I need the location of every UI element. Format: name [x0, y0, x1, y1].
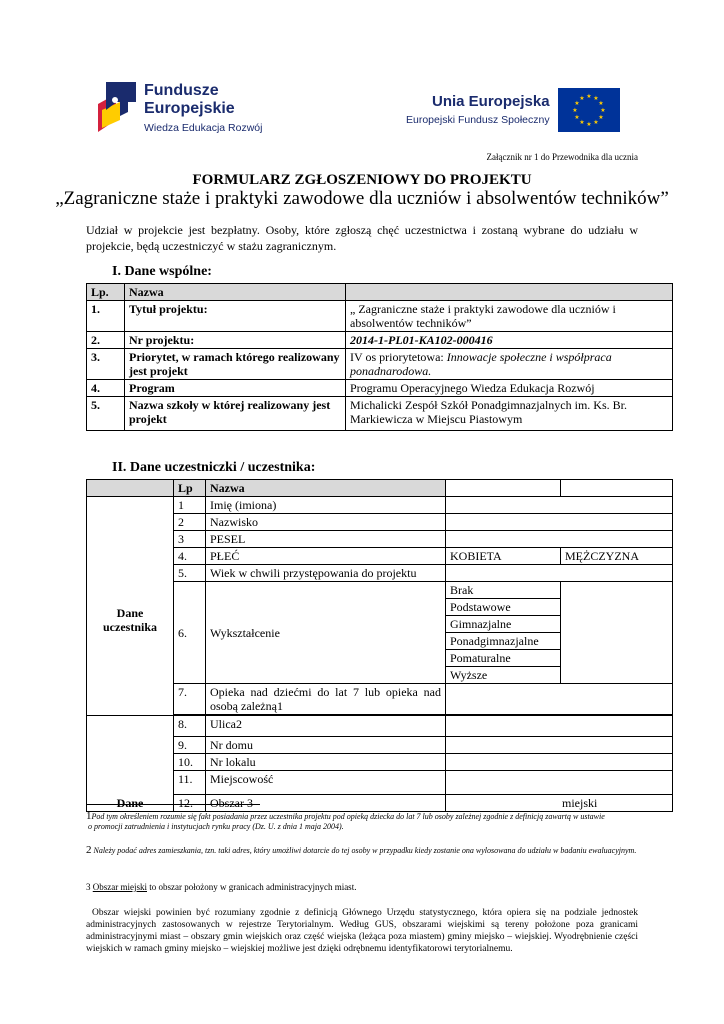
row-input[interactable] — [446, 754, 673, 771]
row-name: Miejscowość — [206, 771, 446, 795]
footnote-number: 1 — [86, 810, 92, 822]
row-name: Wiek w chwili przystępowania do projektu — [206, 565, 446, 582]
row-input[interactable] — [446, 531, 673, 548]
form-title: FORMULARZ ZGŁOSZENIOWY DO PROJEKTU — [192, 172, 532, 188]
row-name: Priorytet, w ramach którego realizowany jest projekt — [125, 349, 346, 380]
education-option[interactable]: Brak — [446, 582, 561, 599]
row-name: Tytuł projektu: — [125, 301, 346, 332]
svg-text:★: ★ — [593, 95, 599, 102]
col-name: Nazwa — [206, 480, 446, 497]
row-name: PESEL — [206, 531, 446, 548]
fe-flag-icon — [98, 80, 138, 136]
table-row — [87, 531, 673, 548]
row-name: Imię (imiona) — [206, 497, 446, 514]
row-name: PŁEĆ — [206, 548, 446, 565]
row-lp: 6. — [174, 582, 206, 684]
row-lp: 11. — [174, 771, 206, 795]
row-lp: 2 — [174, 514, 206, 531]
svg-text:★: ★ — [593, 119, 599, 126]
education-option[interactable]: Pomaturalne — [446, 650, 561, 667]
col-group — [87, 480, 174, 497]
fe-logo-line3: Wiedza Edukacja Rozwój — [144, 122, 263, 134]
gender-male-option[interactable]: MĘŻCZYZNA — [561, 548, 673, 565]
fe-logo-line1: Fundusze — [144, 82, 219, 99]
row-input[interactable] — [446, 684, 673, 715]
gender-female-option[interactable]: KOBIETA — [446, 548, 561, 565]
intro-paragraph: Udział w projekcie jest bezpłatny. Osoby, które zgłoszą chęć uczestnictwa i zostaną wybrane do udziału w projekcie, będą uczestniczyć w stażu zagranicznym. — [86, 223, 638, 253]
svg-text:★: ★ — [598, 100, 604, 107]
row-lp: 5. — [174, 565, 206, 582]
row-name: Nazwa szkoły w której realizowany jest projekt — [125, 397, 346, 431]
row-value: Programu Operacyjnego Wiedza Edukacja Rozwój — [346, 380, 673, 397]
table-row — [87, 332, 673, 349]
row-lp: 3 — [174, 531, 206, 548]
table-row — [87, 771, 673, 795]
table-row — [87, 349, 673, 380]
eu-flag-icon — [558, 88, 620, 132]
table-row — [87, 380, 673, 397]
table-row — [87, 795, 673, 812]
svg-text:★: ★ — [586, 93, 592, 100]
row-lp: 12. — [174, 795, 206, 812]
svg-text:★: ★ — [598, 114, 604, 121]
footnote-text: Należy podać adres zamieszkania, tzn. taki adres, który umożliwi dotarcie do tej osoby w przypadku kiedy zostanie ona wylosowana do udziału w badaniu ewaluacyjnym. — [93, 846, 637, 855]
table-row — [87, 301, 673, 332]
footnote-term: Obszar miejski — [92, 882, 147, 892]
col-value — [446, 480, 561, 497]
table-row — [87, 754, 673, 771]
table-row — [87, 497, 673, 514]
education-option[interactable]: Wyższe — [446, 667, 561, 684]
row-value: „ Zagraniczne staże i praktyki zawodowe dla uczniów i absolwentów techników” — [346, 301, 673, 332]
table-row — [87, 716, 673, 737]
row-lp: 10. — [174, 754, 206, 771]
row-name: Program — [125, 380, 346, 397]
footnote-text: Pod tym określeniem rozumie się fakt posiadania przez uczestnika projektu pod opieką dziecka do lat 7 lub osoby zależnej zgodnie z definicją zawartą w ustawie — [91, 812, 605, 821]
svg-text:★: ★ — [586, 121, 592, 128]
footnote-3 — [86, 882, 356, 892]
row-lp: 4. — [87, 380, 125, 397]
section2-heading: II. Dane uczestniczki / uczestnika: — [112, 460, 316, 475]
footnote-2 — [86, 845, 646, 856]
row-lp: 1. — [87, 301, 125, 332]
row-name: Ulica2 — [206, 716, 446, 737]
footnote-number: 2 — [86, 844, 92, 856]
row-lp: 2. — [87, 332, 125, 349]
row-lp: 3. — [87, 349, 125, 380]
fe-logo-line2: Europejskie — [144, 100, 235, 117]
fundusze-europejskie-logo — [98, 80, 268, 140]
project-title: „Zagraniczne staże i praktyki zawodowe dla uczniów i absolwentów techników” — [55, 188, 669, 209]
annex-label: Załącznik nr 1 do Przewodnika dla ucznia — [486, 152, 638, 162]
table-row — [87, 548, 673, 565]
footnote-1 — [86, 811, 646, 832]
common-data-table — [86, 283, 673, 431]
rural-area-note: Obszar wiejski powinien być rozumiany zgodnie z definicją Głównego Urzędu statystycznego, która opiera się na podziale jednostek administracyjnych zastosowanych w rejestrze Terytorialnym. Według GUS, obszarami wiejskimi są tereny położone poza granicami administracyjnymi miast – obszary gmin wiejskich oraz część wiejska (leżąca poza miastem) gminy miejsko – wiejskiej. Wyodrębnienie części wiejskich w ramach gminy miejsko – wiejskiej możliwe jest dzięki odrębnemu identyfikatorowi terytorialnemu. — [86, 908, 638, 954]
svg-text:★: ★ — [579, 119, 585, 126]
row-name: Nr lokalu — [206, 754, 446, 771]
priority-name: Innowacje społeczne i współpraca ponadnarodowa. — [350, 350, 612, 378]
table-row — [87, 684, 673, 715]
row-input[interactable] — [446, 716, 673, 737]
group-label-text: Dane — [116, 796, 144, 810]
svg-text:★: ★ — [579, 95, 585, 102]
group-label-text: Dane uczestnika — [103, 605, 157, 634]
table-header-row — [87, 480, 673, 497]
row-lp: 7. — [174, 684, 206, 715]
row-name: Nr domu — [206, 737, 446, 754]
row-lp: 4. — [174, 548, 206, 565]
row-lp: 5. — [87, 397, 125, 431]
row-input[interactable] — [561, 582, 673, 684]
col-lp: Lp — [174, 480, 206, 497]
table-header-row — [87, 284, 673, 301]
col-lp: Lp. — [87, 284, 125, 301]
footnote-text-cont: o promocji zatrudnienia i instytucjach rynku pracy (Dz. U. z dnia 1 maja 2004). — [88, 822, 344, 831]
footnote-divider — [86, 804, 260, 805]
group-label-address — [87, 716, 174, 812]
col-value — [346, 284, 673, 301]
col-name: Nazwa — [125, 284, 346, 301]
row-lp: 1 — [174, 497, 206, 514]
row-input[interactable] — [446, 565, 673, 582]
ue-title: Unia Europejska — [432, 93, 550, 110]
table-row — [87, 397, 673, 431]
section1-heading: I. Dane wspólne: — [112, 264, 212, 279]
education-option[interactable]: Gimnazjalne — [446, 616, 561, 633]
row-value: Michalicki Zespół Szkół Ponadgimnazjalnych im. Ks. Br. Markiewicza w Miejscu Piastowym — [346, 397, 673, 431]
svg-text:★: ★ — [572, 107, 578, 114]
education-option[interactable]: Podstawowe — [446, 599, 561, 616]
row-input[interactable] — [446, 737, 673, 754]
svg-text:★: ★ — [600, 107, 606, 114]
table-row — [87, 582, 673, 599]
row-name: Wykształcenie — [206, 582, 446, 684]
row-input[interactable] — [446, 514, 673, 531]
participant-data-table — [86, 479, 673, 812]
footnote-text: to obszar położony w granicach administracyjnych miast. — [147, 882, 357, 892]
table-row — [87, 737, 673, 754]
priority-axis: IV os priorytetowa: — [350, 350, 447, 364]
row-name: Nr projektu: — [125, 332, 346, 349]
row-lp: 8. — [174, 716, 206, 737]
row-value — [346, 349, 673, 380]
row-input[interactable] — [446, 771, 673, 795]
ue-subtitle: Europejski Fundusz Społeczny — [406, 114, 550, 126]
row-name: Obszar 3 — [206, 795, 446, 812]
table-row — [87, 565, 673, 582]
row-name: Opieka nad dziećmi do lat 7 lub opieka nad osobą zależną1 — [206, 684, 446, 715]
row-name: Nazwisko — [206, 514, 446, 531]
row-lp: 9. — [174, 737, 206, 754]
col-value2 — [561, 480, 673, 497]
svg-text:★: ★ — [574, 114, 580, 121]
group-label-participant — [87, 497, 174, 716]
row-value[interactable] — [446, 795, 673, 812]
footnote-number: 3 — [86, 882, 91, 892]
area-value: miejski — [562, 796, 598, 810]
svg-text:★: ★ — [574, 100, 580, 107]
row-value: 2014-1-PL01-KA102-000416 — [346, 332, 673, 349]
row-input[interactable] — [446, 497, 673, 514]
table-row — [87, 514, 673, 531]
education-option[interactable]: Ponadgimnazjalne — [446, 633, 561, 650]
